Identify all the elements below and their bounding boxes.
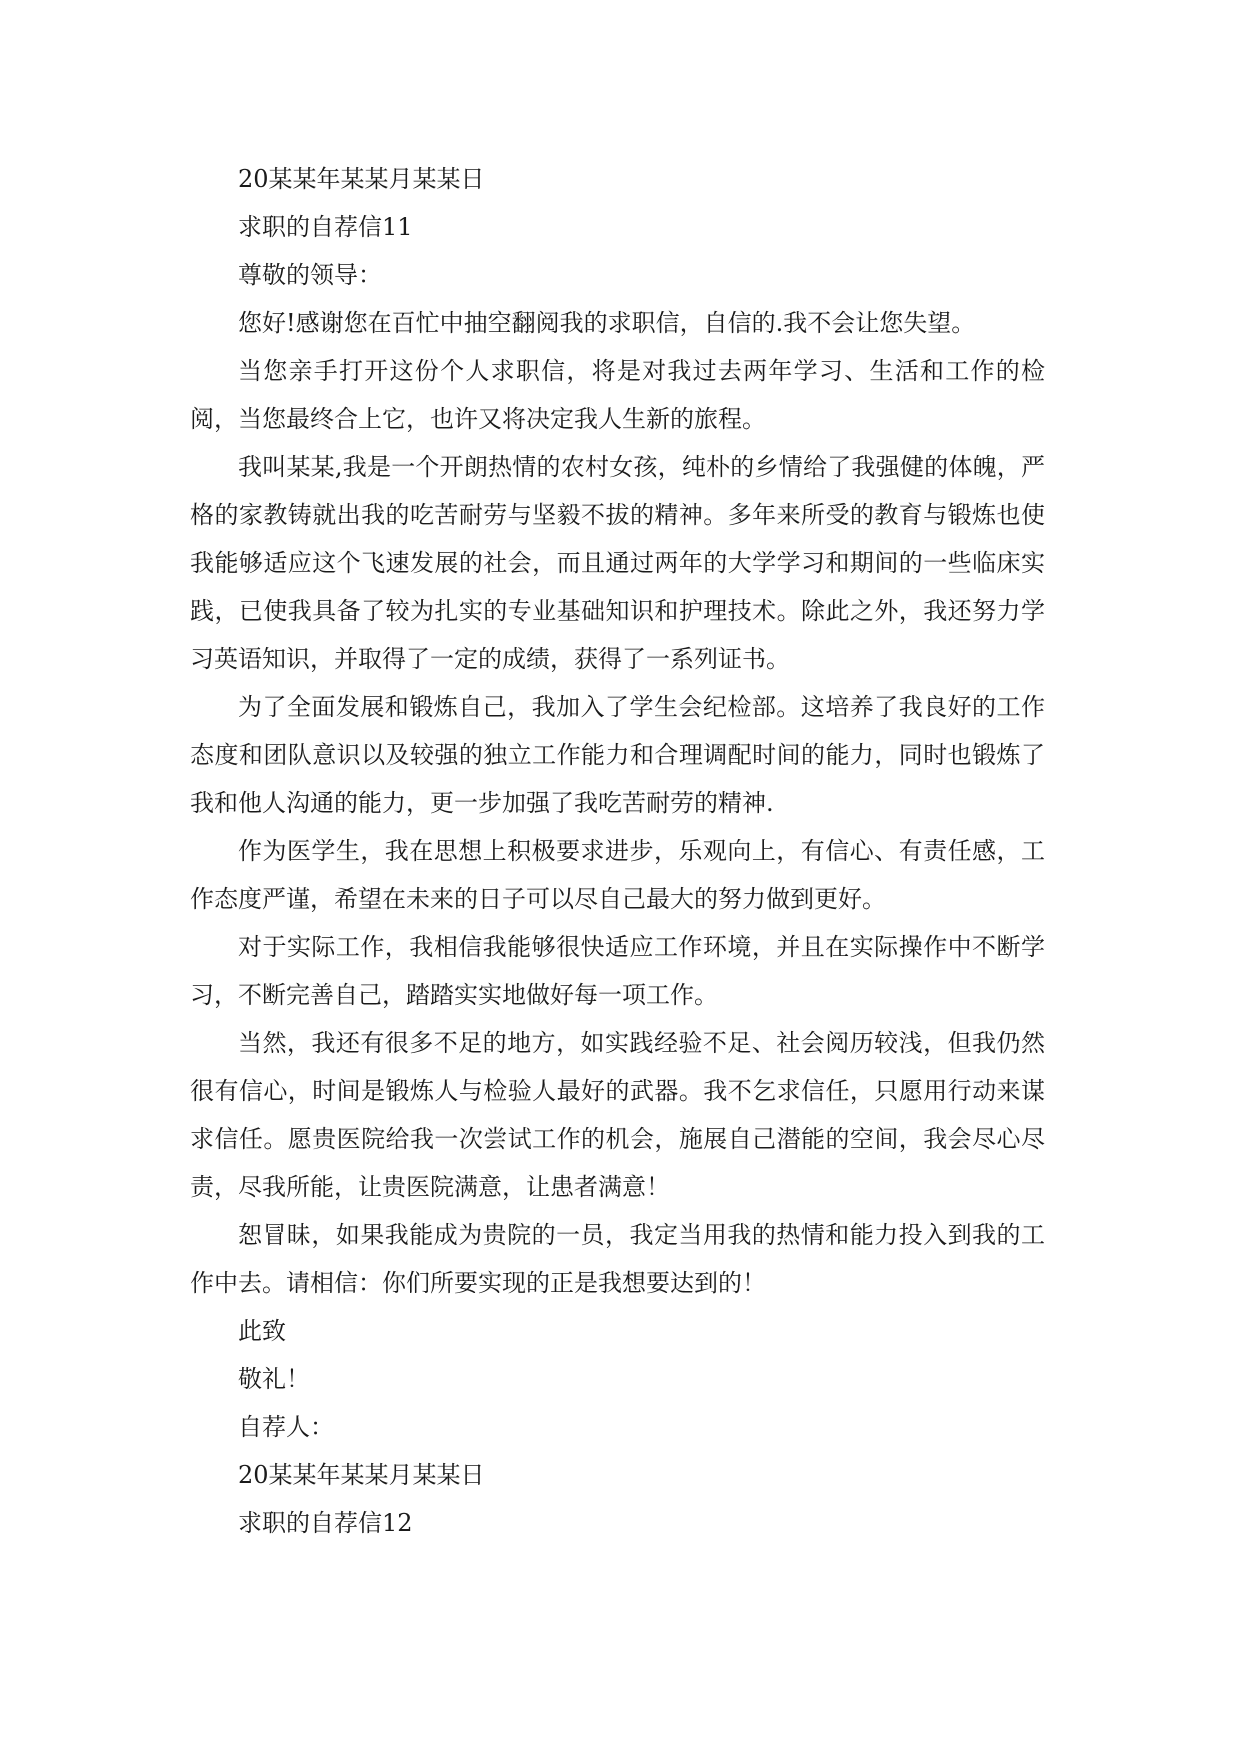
paragraph-attitude: 作为医学生，我在思想上积极要求进步，乐观向上，有信心、有责任感，工作态度严谨，希望在未来的日子可以尽自己最大的努力做到更好。 [190, 837, 1045, 913]
closing-salute: 此致 [238, 1317, 286, 1345]
date-bottom: 20某某年某某月某某日 [238, 1461, 485, 1489]
paragraph-conclusion: 恕冒昧，如果我能成为贵院的一员，我定当用我的热情和能力投入到我的工作中去。请相信：你们所要实现的正是我想要达到的！ [190, 1221, 1045, 1297]
letter-body [190, 155, 1045, 1547]
signature-label: 自荐人： [238, 1413, 334, 1441]
letter-title-12: 求职的自荐信12 [238, 1509, 413, 1537]
date-top: 20某某年某某月某某日 [238, 165, 485, 193]
paragraph-introduction: 我叫某某,我是一个开朗热情的农村女孩，纯朴的乡情给了我强健的体魄，严格的家教铸就出我的吃苦耐劳与坚毅不拔的精神。多年来所受的教育与锻炼也使我能够适应这个飞速发展的社会，而且通过两年的大学学习和期间的一些临床实践，已使我具备了较为扎实的专业基础知识和护理技术。除此之外，我还努力学习英语知识，并取得了一定的成绩，获得了一系列证书。 [190, 453, 1045, 673]
paragraph-student-union: 为了全面发展和锻炼自己，我加入了学生会纪检部。这培养了我良好的工作态度和团队意识以及较强的独立工作能力和合理调配时间的能力，同时也锻炼了我和他人沟通的能力，更一步加强了我吃苦耐劳的精神. [190, 693, 1045, 817]
letter-title-11: 求职的自荐信11 [238, 213, 413, 241]
paragraph-shortcomings: 当然，我还有很多不足的地方，如实践经验不足、社会阅历较浅，但我仍然很有信心，时间是锻炼人与检验人最好的武器。我不乞求信任，只愿用行动来谋求信任。愿贵医院给我一次尝试工作的机会，施展自己潜能的空间，我会尽心尽责，尽我所能，让贵医院满意，让患者满意！ [190, 1029, 1045, 1201]
paragraph-greeting: 您好!感谢您在百忙中抽空翻阅我的求职信，自信的.我不会让您失望。 [238, 309, 976, 337]
paragraph-practical-work: 对于实际工作，我相信我能够很快适应工作环境，并且在实际操作中不断学习，不断完善自己，踏踏实实地做好每一项工作。 [190, 933, 1045, 1009]
closing-respect: 敬礼！ [238, 1365, 310, 1393]
paragraph-opening: 当您亲手打开这份个人求职信，将是对我过去两年学习、生活和工作的检阅，当您最终合上它，也许又将决定我人生新的旅程。 [190, 357, 1045, 433]
salutation: 尊敬的领导： [238, 261, 382, 289]
